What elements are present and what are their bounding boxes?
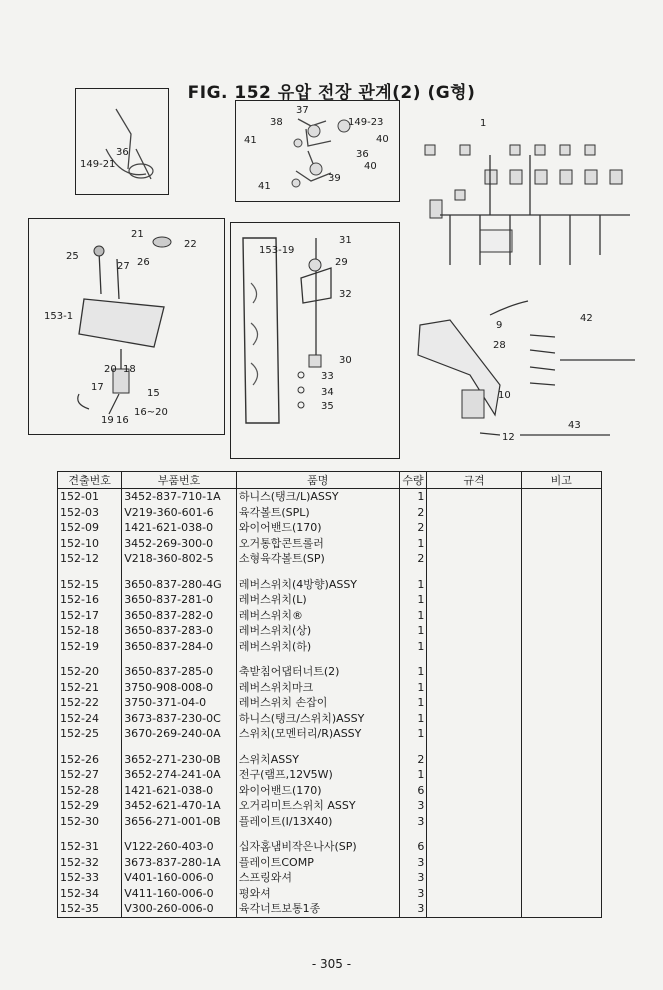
cell-name: 레버스위치마크 xyxy=(236,680,399,696)
cell-qty: 3 xyxy=(399,814,427,830)
cell-qty: 1 xyxy=(399,639,427,655)
cell-no: 152-27 xyxy=(58,767,122,783)
cell-empty xyxy=(427,489,521,505)
cell-empty xyxy=(521,536,601,552)
table-row xyxy=(58,901,602,917)
table-header-row xyxy=(58,472,602,489)
page-title: FIG. 152 유압 전장 관계(2) (G형) xyxy=(187,83,476,103)
cell-no: 152-31 xyxy=(58,839,122,855)
column-header: 수량 xyxy=(399,472,427,489)
table-row xyxy=(58,752,602,768)
callout: 28 xyxy=(493,340,506,351)
cell-empty xyxy=(427,592,521,608)
cell-qty: 1 xyxy=(399,608,427,624)
cell-name: 레버스위치(4방향)ASSY xyxy=(236,577,399,593)
table-row xyxy=(58,680,602,696)
cell-empty xyxy=(521,814,601,830)
cell-empty xyxy=(427,901,521,917)
cell-empty xyxy=(427,886,521,902)
cell-no: 152-19 xyxy=(58,639,122,655)
callout: 40 xyxy=(376,134,389,145)
callout: 12 xyxy=(502,432,515,443)
cell-empty xyxy=(521,639,601,655)
cell-part: V411-160-006-0 xyxy=(122,886,237,902)
cell-empty xyxy=(427,839,521,855)
callout: 31 xyxy=(339,235,352,246)
cell-qty: 1 xyxy=(399,695,427,711)
callout: 42 xyxy=(580,313,593,324)
cell-name: 축받침어댑터너트(2) xyxy=(236,664,399,680)
cell-no: 152-25 xyxy=(58,726,122,742)
callout: 37 xyxy=(296,105,309,116)
cell-part: 3652-274-241-0A xyxy=(122,767,237,783)
cell-part: 3750-908-008-0 xyxy=(122,680,237,696)
cell-empty xyxy=(521,767,601,783)
cell-empty xyxy=(521,886,601,902)
cell-part: 3650-837-281-0 xyxy=(122,592,237,608)
callout: 35 xyxy=(321,401,334,412)
cell-part: 3673-837-230-0C xyxy=(122,711,237,727)
detail-figure-a xyxy=(75,88,169,195)
cell-qty: 1 xyxy=(399,680,427,696)
table-row xyxy=(58,726,602,742)
table-row xyxy=(58,623,602,639)
table-row xyxy=(58,520,602,536)
cell-empty xyxy=(521,901,601,917)
table-row xyxy=(58,798,602,814)
callout: 19 xyxy=(101,415,114,426)
cell-name: 레버스위치(L) xyxy=(236,592,399,608)
cell-name: 레버스위치(하) xyxy=(236,639,399,655)
cell-qty: 2 xyxy=(399,752,427,768)
cell-no: 152-30 xyxy=(58,814,122,830)
table-row xyxy=(58,767,602,783)
callout: 16~20 xyxy=(134,407,168,418)
cell-part: 1421-621-038-0 xyxy=(122,783,237,799)
callout: 38 xyxy=(270,117,283,128)
harness-svg xyxy=(410,115,650,450)
detail-figure-b xyxy=(235,100,400,202)
cell-name: 레버스위치 손잡이 xyxy=(236,695,399,711)
cell-empty xyxy=(427,623,521,639)
cell-no: 152-09 xyxy=(58,520,122,536)
cell-no: 152-03 xyxy=(58,505,122,521)
table-row xyxy=(58,870,602,886)
cell-name: 오거통합콘트롤러 xyxy=(236,536,399,552)
callout: 10 xyxy=(498,390,511,401)
callout: 15 xyxy=(147,388,160,399)
cell-name: 십자홈냄비작은나사(SP) xyxy=(236,839,399,855)
cell-empty xyxy=(521,623,601,639)
cell-empty xyxy=(521,608,601,624)
cell-part: 3650-837-280-4G xyxy=(122,577,237,593)
cell-no: 152-35 xyxy=(58,901,122,917)
cell-qty: 6 xyxy=(399,783,427,799)
cell-no: 152-33 xyxy=(58,870,122,886)
cell-empty xyxy=(521,551,601,567)
cell-no: 152-22 xyxy=(58,695,122,711)
column-header: 비고 xyxy=(521,472,601,489)
cell-qty: 3 xyxy=(399,901,427,917)
callout: 36 xyxy=(356,149,369,160)
cell-part: 3650-837-285-0 xyxy=(122,664,237,680)
cell-qty: 3 xyxy=(399,886,427,902)
cell-empty xyxy=(521,798,601,814)
cell-name: 플레이트COMP xyxy=(236,855,399,871)
cell-empty xyxy=(427,798,521,814)
callout: 17 xyxy=(91,382,104,393)
cell-no: 152-34 xyxy=(58,886,122,902)
callout: 153-19 xyxy=(259,245,295,256)
callout: 153-1 xyxy=(44,311,74,322)
cell-name: 스위치ASSY xyxy=(236,752,399,768)
callout: 22 xyxy=(184,239,197,250)
cell-name: 하니스(탱크/L)ASSY xyxy=(236,489,399,505)
cell-qty: 1 xyxy=(399,592,427,608)
cell-part: 1421-621-038-0 xyxy=(122,520,237,536)
cell-empty xyxy=(427,783,521,799)
cell-name: 평와셔 xyxy=(236,886,399,902)
cell-part: 3652-271-230-0B xyxy=(122,752,237,768)
detail-figure-d xyxy=(230,222,400,459)
cell-part: 3650-837-282-0 xyxy=(122,608,237,624)
parts-table xyxy=(57,471,602,918)
cell-empty xyxy=(521,520,601,536)
cell-part: V401-160-006-0 xyxy=(122,870,237,886)
cell-qty: 1 xyxy=(399,711,427,727)
cell-no: 152-21 xyxy=(58,680,122,696)
callout: 27 xyxy=(117,261,130,272)
table-row xyxy=(58,695,602,711)
cell-name: 레버스위치(상) xyxy=(236,623,399,639)
callout: 41 xyxy=(258,181,271,192)
cell-name: 소형육각볼트(SP) xyxy=(236,551,399,567)
cell-name: 육각너트보통1종 xyxy=(236,901,399,917)
callout: 21 xyxy=(131,229,144,240)
cell-name: 스위치(모멘터리/R)ASSY xyxy=(236,726,399,742)
cell-empty xyxy=(521,680,601,696)
cell-name: 육각볼트(SPL) xyxy=(236,505,399,521)
harness-drawing xyxy=(410,115,650,450)
cell-empty xyxy=(427,505,521,521)
table-row xyxy=(58,489,602,505)
cell-qty: 3 xyxy=(399,798,427,814)
cell-empty xyxy=(427,639,521,655)
cell-no: 152-28 xyxy=(58,783,122,799)
cell-qty: 1 xyxy=(399,623,427,639)
cell-empty xyxy=(427,536,521,552)
cell-name: 하니스(탱크/스위치)ASSY xyxy=(236,711,399,727)
cell-part: V218-360-802-5 xyxy=(122,551,237,567)
cell-no: 152-17 xyxy=(58,608,122,624)
table-row xyxy=(58,814,602,830)
cell-empty xyxy=(521,726,601,742)
detail-figure-c xyxy=(28,218,225,435)
cell-empty xyxy=(427,767,521,783)
table-row xyxy=(58,855,602,871)
detail-d-drawing xyxy=(231,223,399,458)
table-row xyxy=(58,608,602,624)
cell-empty xyxy=(521,577,601,593)
cell-part: V219-360-601-6 xyxy=(122,505,237,521)
group-spacer xyxy=(58,829,602,839)
group-spacer xyxy=(58,567,602,577)
cell-no: 152-16 xyxy=(58,592,122,608)
cell-empty xyxy=(521,783,601,799)
group-spacer xyxy=(58,654,602,664)
cell-empty xyxy=(427,870,521,886)
detail-a-drawing xyxy=(76,89,168,194)
callout: 41 xyxy=(244,135,257,146)
cell-no: 152-20 xyxy=(58,664,122,680)
cell-empty xyxy=(427,577,521,593)
cell-empty xyxy=(427,695,521,711)
cell-empty xyxy=(427,664,521,680)
cell-no: 152-10 xyxy=(58,536,122,552)
cell-empty xyxy=(427,855,521,871)
cell-name: 레버스위치® xyxy=(236,608,399,624)
detail-c-drawing xyxy=(29,219,224,434)
cell-qty: 1 xyxy=(399,489,427,505)
table-row xyxy=(58,886,602,902)
table-row xyxy=(58,551,602,567)
cell-part: 3650-837-283-0 xyxy=(122,623,237,639)
cell-qty: 2 xyxy=(399,505,427,521)
cell-part: V122-260-403-0 xyxy=(122,839,237,855)
cell-empty xyxy=(427,726,521,742)
cell-no: 152-15 xyxy=(58,577,122,593)
table-row xyxy=(58,711,602,727)
cell-empty xyxy=(427,551,521,567)
cell-name: 전구(램프,12V5W) xyxy=(236,767,399,783)
callout: 36 xyxy=(116,147,129,158)
cell-qty: 1 xyxy=(399,536,427,552)
table-row xyxy=(58,783,602,799)
callout: 33 xyxy=(321,371,334,382)
cell-no: 152-01 xyxy=(58,489,122,505)
cell-qty: 3 xyxy=(399,855,427,871)
cell-empty xyxy=(521,695,601,711)
cell-no: 152-32 xyxy=(58,855,122,871)
cell-empty xyxy=(521,752,601,768)
column-header: 부품번호 xyxy=(122,472,237,489)
callout: 26 xyxy=(137,257,150,268)
cell-name: 스프링와셔 xyxy=(236,870,399,886)
cell-no: 152-12 xyxy=(58,551,122,567)
cell-empty xyxy=(521,711,601,727)
cell-qty: 1 xyxy=(399,577,427,593)
cell-part: 3452-837-710-1A xyxy=(122,489,237,505)
cell-empty xyxy=(521,489,601,505)
cell-empty xyxy=(427,752,521,768)
cell-qty: 1 xyxy=(399,767,427,783)
cell-empty xyxy=(521,505,601,521)
callout: 29 xyxy=(335,257,348,268)
cell-qty: 3 xyxy=(399,870,427,886)
column-header: 품명 xyxy=(236,472,399,489)
cell-empty xyxy=(427,814,521,830)
parts-table-body xyxy=(58,489,602,918)
cell-part: 3452-269-300-0 xyxy=(122,536,237,552)
cell-name: 와이어밴드(170) xyxy=(236,520,399,536)
cell-qty: 1 xyxy=(399,664,427,680)
callout: 43 xyxy=(568,420,581,431)
cell-part: 3650-837-284-0 xyxy=(122,639,237,655)
callout: 16 xyxy=(116,415,129,426)
table-row xyxy=(58,639,602,655)
callout: 18 xyxy=(123,364,136,375)
cell-empty xyxy=(427,680,521,696)
cell-empty xyxy=(427,711,521,727)
cell-empty xyxy=(521,839,601,855)
table-row xyxy=(58,839,602,855)
cell-name: 와이어밴드(170) xyxy=(236,783,399,799)
cell-name: 오거리미트스위치 ASSY xyxy=(236,798,399,814)
table-row xyxy=(58,577,602,593)
callout: 40 xyxy=(364,161,377,172)
callout: 149-23 xyxy=(348,117,384,128)
cell-part: 3452-621-470-1A xyxy=(122,798,237,814)
cell-qty: 2 xyxy=(399,520,427,536)
table-row xyxy=(58,505,602,521)
page-number: - 305 - xyxy=(311,957,352,971)
column-header: 견출번호 xyxy=(58,472,122,489)
group-spacer xyxy=(58,742,602,752)
cell-no: 152-29 xyxy=(58,798,122,814)
column-header: 규격 xyxy=(427,472,521,489)
cell-empty xyxy=(427,520,521,536)
callout: 25 xyxy=(66,251,79,262)
callout: 1 xyxy=(480,118,487,129)
cell-empty xyxy=(521,592,601,608)
callout: 9 xyxy=(496,320,503,331)
table-row xyxy=(58,592,602,608)
callout: 34 xyxy=(321,387,334,398)
cell-qty: 2 xyxy=(399,551,427,567)
cell-qty: 6 xyxy=(399,839,427,855)
callout: 149-21 xyxy=(80,159,116,170)
cell-name: 플레이트(I/13X40) xyxy=(236,814,399,830)
cell-part: V300-260-006-0 xyxy=(122,901,237,917)
cell-no: 152-26 xyxy=(58,752,122,768)
cell-part: 3670-269-240-0A xyxy=(122,726,237,742)
cell-part: 3750-371-04-0 xyxy=(122,695,237,711)
cell-no: 152-18 xyxy=(58,623,122,639)
cell-empty xyxy=(521,870,601,886)
table-row xyxy=(58,536,602,552)
cell-empty xyxy=(521,855,601,871)
callout: 20 xyxy=(104,364,117,375)
callout: 32 xyxy=(339,289,352,300)
cell-empty xyxy=(521,664,601,680)
callout: 30 xyxy=(339,355,352,366)
callout: 39 xyxy=(328,173,341,184)
cell-empty xyxy=(427,608,521,624)
table-row xyxy=(58,664,602,680)
cell-part: 3673-837-280-1A xyxy=(122,855,237,871)
cell-no: 152-24 xyxy=(58,711,122,727)
cell-part: 3656-271-001-0B xyxy=(122,814,237,830)
cell-qty: 1 xyxy=(399,726,427,742)
